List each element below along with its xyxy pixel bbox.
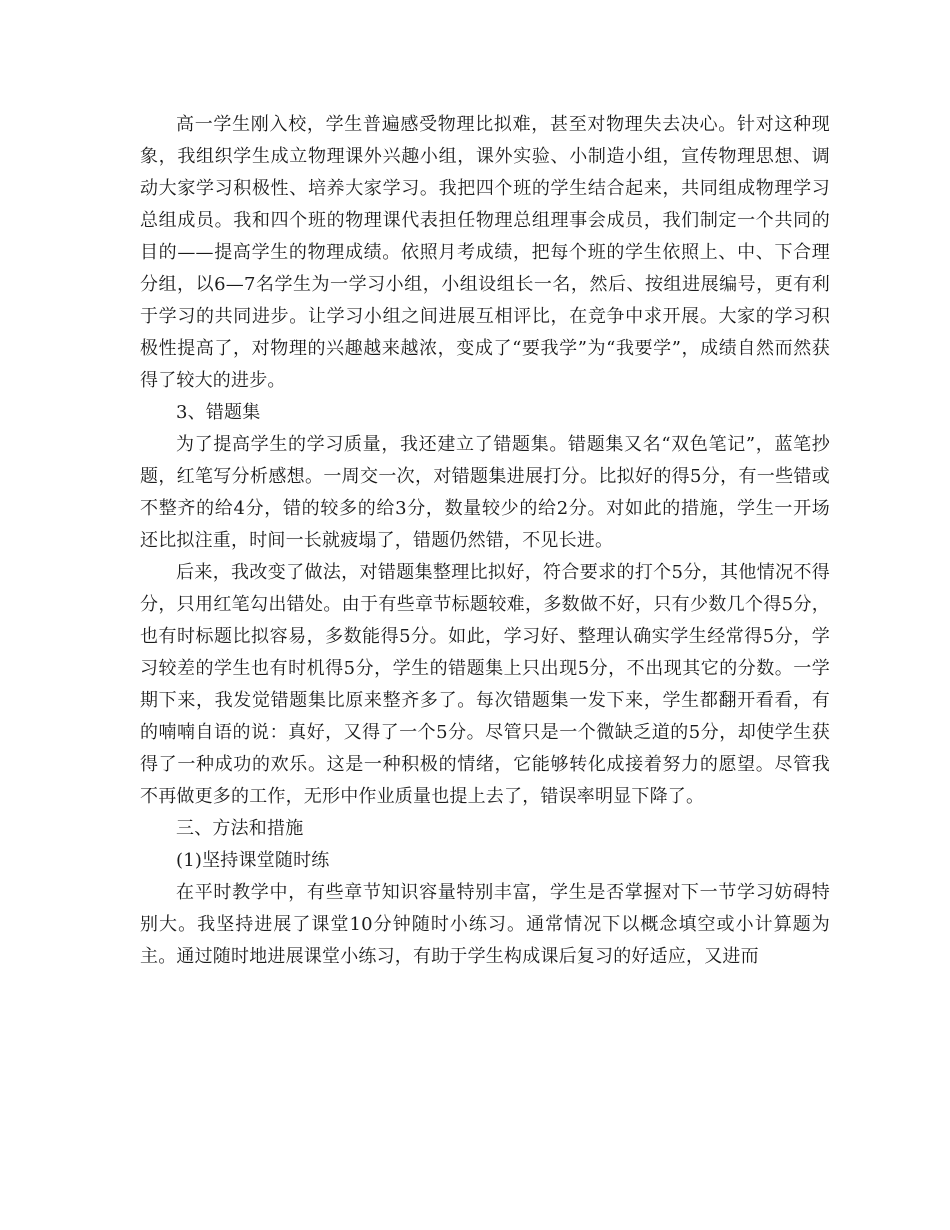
heading-methods-and-measures: 三、方法和措施 — [176, 818, 304, 839]
paragraph-mistake-collection-intro: 为了提高学生的学习质量，我还建立了错题集。错题集又名“双色笔记”，蓝笔抄题，红笔写分析感想。一周交一次，对错题集进展打分。比拟好的得5分，有一些错或不整齐的给4分，错的较多的给3分，数量较少的给2分。对如此的措施，学生一开场还比拟注重，时间一长就疲塌了，错题仍然错，不见长进。 — [140, 434, 830, 551]
heading-mistake-collection: 3、错题集 — [176, 402, 261, 423]
heading-classroom-practice: (1)坚持课堂随时练 — [176, 850, 330, 871]
paragraph-classroom-practice: 在平时教学中，有些章节知识容量特别丰富，学生是否掌握对下一节学习妨碍特别大。我坚持进展了课堂10分钟随时小练习。通常情况下以概念填空或小计算题为主。通过随时地进展课堂小练习，有助于学生构成课后复习的好适应，又进而 — [140, 882, 830, 967]
paragraph-study-groups: 高一学生刚入校，学生普遍感受物理比拟难，甚至对物理失去决心。针对这种现象，我组织学生成立物理课外兴趣小组，课外实验、小制造小组，宣传物理思想、调动大家学习积极性、培养大家学习。我把四个班的学生结合起来，共同组成物理学习总组成员。我和四个班的物理课代表担任物理总组理事会成员，我们制定一个共同的目的——提高学生的物理成绩。依照月考成绩，把每个班的学生依照上、中、下合理分组，以6—7名学生为一学习小组，小组设组长一名，然后、按组进展编号，更有利于学习的共同进步。让学习小组之间进展互相评比，在竞争中求开展。大家的学习积极性提高了，对物理的兴趣越来越浓，变成了“要我学”为“我要学”，成绩自然而然获得了较大的进步。 — [140, 114, 830, 391]
document-page — [140, 109, 830, 973]
paragraph-mistake-collection-change: 后来，我改变了做法，对错题集整理比拟好，符合要求的打个5分，其他情况不得分，只用红笔勾出错处。由于有些章节标题较难，多数做不好，只有少数几个得5分，也有时标题比拟容易，多数能得5分。如此，学习好、整理认确实学生经常得5分，学习较差的学生也有时机得5分，学生的错题集上只出现5分，不出现其它的分数。一学期下来，我发觉错题集比原来整齐多了。每次错题集一发下来，学生都翻开看看，有的喃喃自语的说：真好，又得了一个5分。尽管只是一个微缺乏道的5分，却使学生获得了一种成功的欢乐。这是一种积极的情绪，它能够转化成接着努力的愿望。尽管我不再做更多的工作，无形中作业质量也提上去了，错误率明显下降了。 — [140, 562, 830, 807]
